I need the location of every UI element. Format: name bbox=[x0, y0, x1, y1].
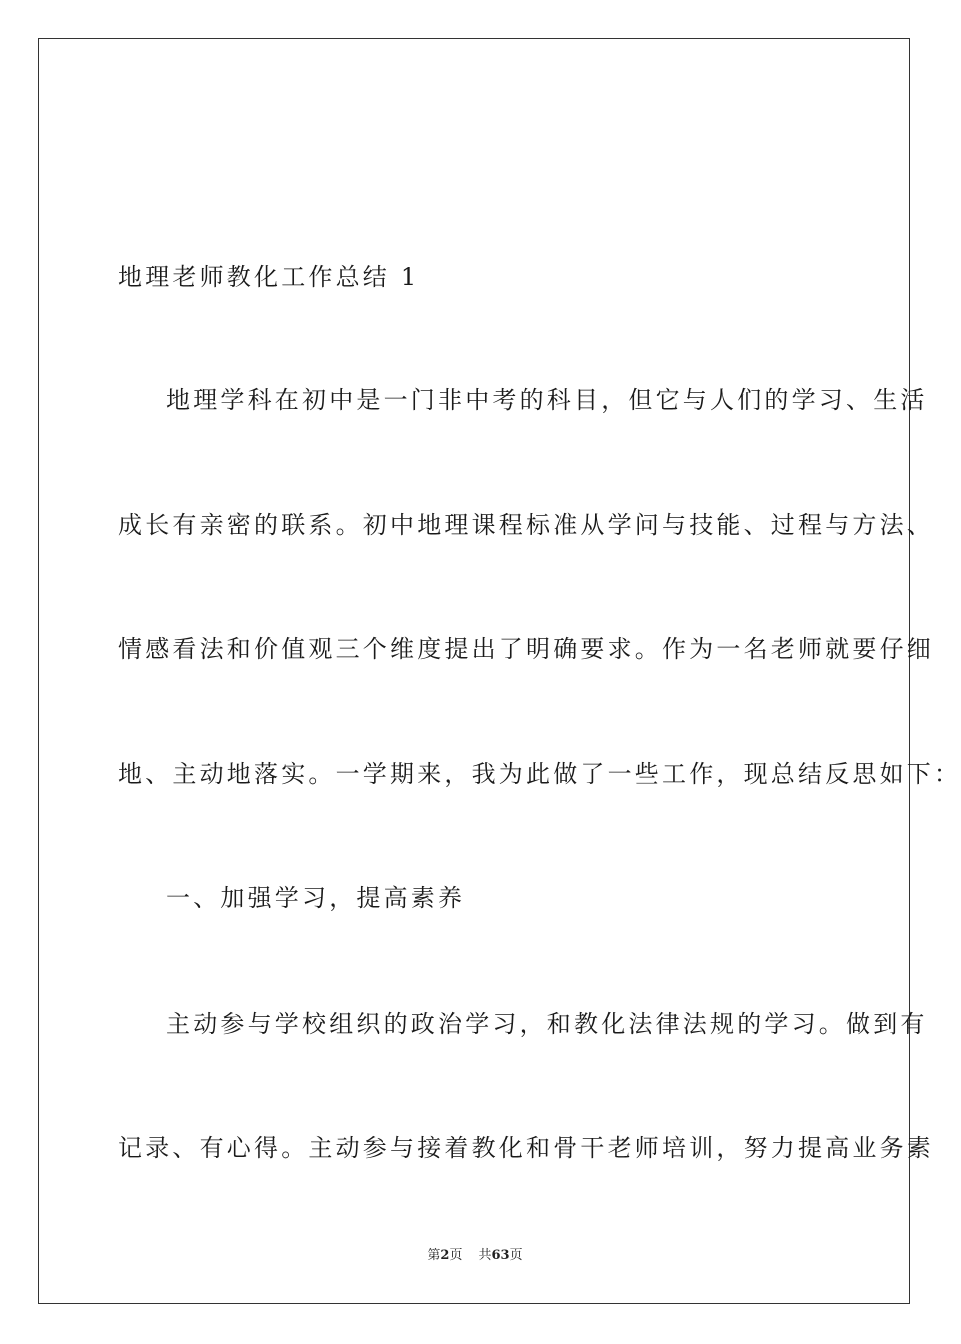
paragraph-line: 主动参与学校组织的政治学习，和教化法律法规的学习。做到有 bbox=[166, 1010, 928, 1038]
total-prefix: 共 bbox=[478, 1248, 492, 1263]
page-border bbox=[38, 38, 961, 1304]
paragraph-line: 地、主动地落实。一学期来，我为此做了一些工作，现总结反思如下： bbox=[118, 760, 961, 788]
paragraph-line: 地理学科在初中是一门非中考的科目，但它与人们的学习、生活 bbox=[166, 386, 928, 414]
total-pages: 63 bbox=[491, 1248, 510, 1263]
document-title: 地理老师教化工作总结 1 bbox=[118, 263, 420, 291]
page-suffix: 页 bbox=[449, 1248, 463, 1263]
section-heading: 一、加强学习，提高素养 bbox=[166, 884, 466, 912]
paragraph-line: 记录、有心得。主动参与接着教化和骨干老师培训，努力提高业务素 bbox=[118, 1134, 934, 1162]
paragraph-line: 情感看法和价值观三个维度提出了明确要求。作为一名老师就要仔细 bbox=[118, 635, 934, 663]
page-prefix: 第 bbox=[427, 1248, 441, 1263]
page-number: 2 bbox=[440, 1248, 450, 1263]
page-footer bbox=[0, 1247, 950, 1265]
total-suffix: 页 bbox=[509, 1248, 523, 1263]
paragraph-line: 成长有亲密的联系。初中地理课程标准从学问与技能、过程与方法、 bbox=[118, 511, 934, 539]
